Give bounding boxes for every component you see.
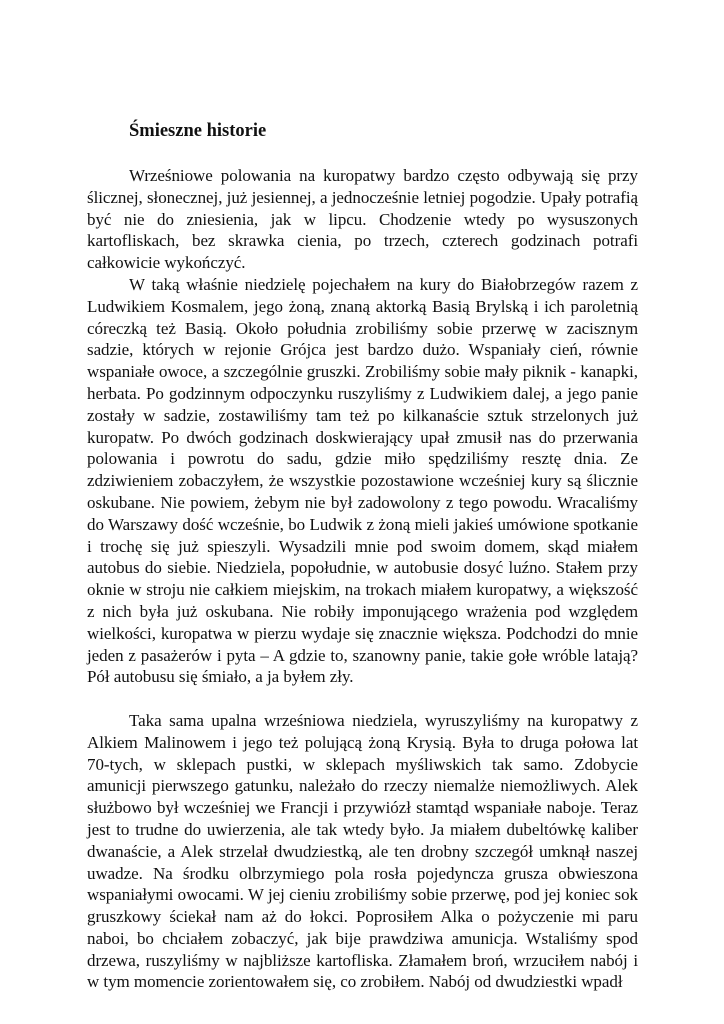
- paragraph-1: Wrześniowe polowania na kuropatwy bardzo często odbywają się przy ślicznej, słonecznej, już jesiennej, a jednocześnie letniej pogodzie. Upały potrafią być nie do zniesienia, jak w lipcu. Chodzenie wtedy po wysuszonych kartofliskach, bez skrawka cienia, po trzech, czterech godzinach potrafi całkowicie wykończyć.: [87, 166, 638, 273]
- paragraph-3: Taka sama upalna wrześniowa niedziela, wyruszyliśmy na kuropatwy z Alkiem Malinowem i jego też polującą żoną Krysią. Była to druga połowa lat 70-tych, w sklepach pustki, w sklepach myśliwskich tak samo. Zdobycie amunicji pierwszego gatunku, należało do rzeczy niemalże niemożliwych. Alek służbowo był wcześniej we Francji i przywiózł stamtąd wspaniałe naboje. Teraz jest to trudne do uwierzenia, ale tak wtedy było. Ja miałem dubeltówkę kaliber dwanaście, a Alek strzelał dwudziestką, ale ten drobny szczegół umknął naszej uwadze. Na środku olbrzymiego pola rosła pojedyncza grusza obwieszona wspaniałymi owocami. W jej cieniu zrobiliśmy sobie przerwę, pod jej koniec sok gruszkowy ściekał nam aż do łokci. Poprosiłem Alka o pożyczenie mi paru naboi, bo chciałem zobaczyć, jak bije prawdziwa amunicja. Wstaliśmy spod drzewa, ruszyliśmy w najbliższe kartofliska. Złamałem broń, wrzuciłem nabój i w tym momencie zorientowałem się, co zrobiłem. Nabój od dwudziestki wpadł: [87, 710, 638, 992]
- paragraph-2: W taką właśnie niedzielę pojechałem na kury do Białobrzegów razem z Ludwikiem Kosmalem, jego żoną, znaną aktorką Basią Brylską i ich paroletnią córeczką też Basią. Około południa zrobiliśmy sobie przerwę w zacisznym sadzie, których w rejonie Grójca jest bardzo dużo. Wspaniały cień, równie wspaniałe owoce, a szczególnie gruszki. Zrobiliśmy sobie mały piknik - kanapki, herbata. Po godzinnym odpoczynku ruszyliśmy z Ludwikiem dalej, a jego panie zostały w sadzie, zostawiliśmy tam też po kilkanaście sztuk strzelonych już kuropatw. Po dwóch godzinach doskwierający upał zmusił nas do przerwania polowania i powrotu do sadu, gdzie miło spędziliśmy resztę dnia. Ze zdziwieniem zobaczyłem, że wszystkie pozostawione wcześniej kury są ślicznie oskubane. Nie powiem, żebym nie był zadowolony z tego powodu. Wracaliśmy do Warszawy dość wcześnie, bo Ludwik z żoną mieli jakieś umówione spotkanie i trochę się już spieszyli. Wysadzili mnie pod swoim domem, skąd miałem autobus do siebie. Niedziela, popołudnie, w autobusie dosyć luźno. Stałem przy oknie w stroju nie całkiem miejskim, na trokach miałem kuropatwy, a większość z nich była już oskubana. Nie robiły imponującego wrażenia pod względem wielkości, kuropatwa w pierzu wydaje się znacznie większa. Podchodzi do mnie jeden z pasażerów i pyta – A gdzie to, szanowny panie, takie gołe wróble latają? Pół autobusu się śmiało, a ja byłem zły.: [87, 274, 638, 687]
- document-page: [87, 118, 638, 993]
- document-title: Śmieszne historie: [129, 121, 267, 141]
